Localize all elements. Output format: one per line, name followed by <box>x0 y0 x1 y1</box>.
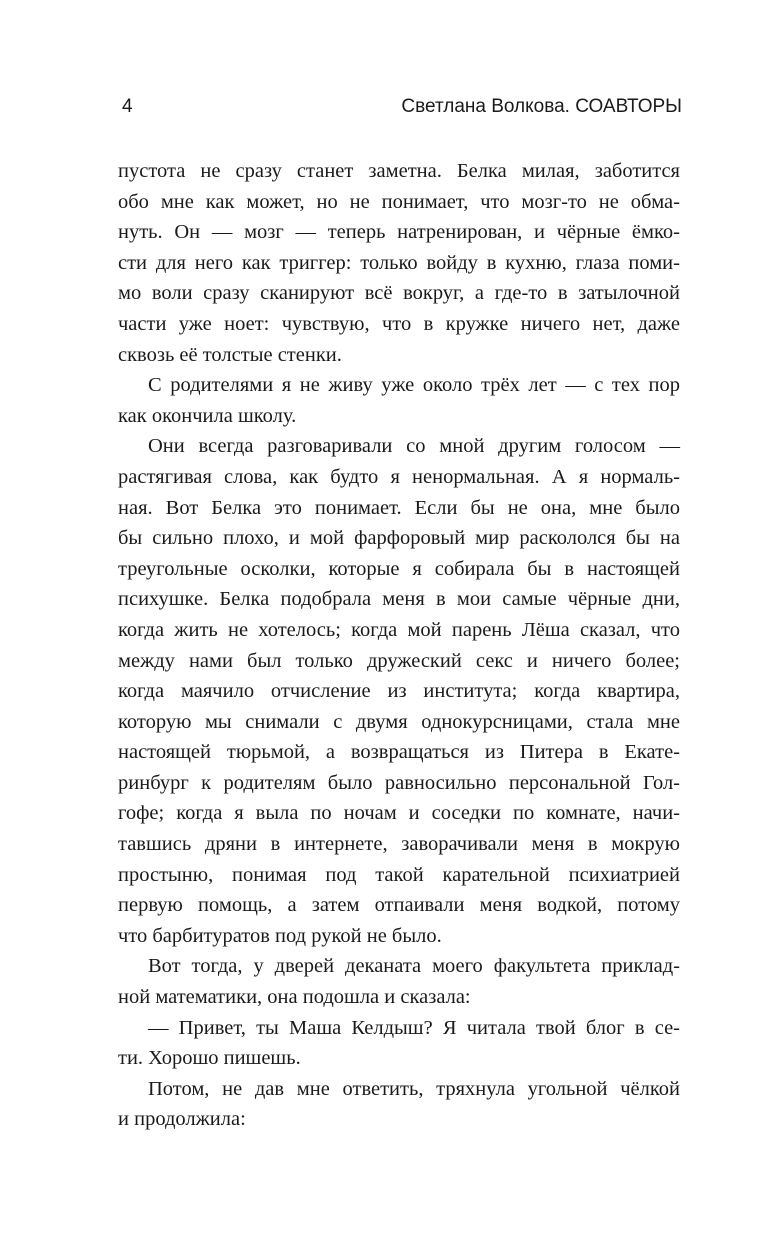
paragraph <box>118 951 680 1012</box>
text-line: гофе; когда я выла по ночам и соседки по комнате, начи- <box>118 802 680 825</box>
text-line: и продолжила: <box>118 1108 246 1131</box>
text-line: Они всегда разговаривали со мной другим голосом — <box>148 435 680 458</box>
text-line: Потом, не дав мне ответить, тряхнула угольной чёлкой <box>148 1077 680 1100</box>
text-line: психушке. Белка подобрала меня в мои самые чёрные дни, <box>118 588 680 611</box>
text-line: когда маячило отчисление из института; когда квартира, <box>118 680 680 703</box>
book-title: Светлана Волкова. СОАВТОРЫ <box>401 96 682 117</box>
paragraph <box>118 1074 680 1135</box>
text-line: ринбург к родителям было равносильно персональной Гол- <box>118 771 680 794</box>
text-line: пустота не сразу станет заметна. Белка милая, заботится <box>118 160 680 182</box>
text-line: настоящей тюрьмой, а возвращаться из Питера в Екате- <box>118 741 680 764</box>
text-line: бы сильно плохо, и мой фарфоровый мир раскололся бы на <box>118 527 680 550</box>
text-line: что барбитуратов под рукой не было. <box>118 924 442 947</box>
text-line: между нами был только дружеский секс и ничего более; <box>118 649 680 672</box>
page-number: 4 <box>122 96 133 117</box>
running-head <box>122 96 682 126</box>
text-line: как окончила школу. <box>118 404 297 427</box>
text-line: обо мне как может, но не понимает, что мозг-то не обма- <box>118 190 680 213</box>
text-line: части уже ноет: чувствую, что в кружке ничего нет, даже <box>118 312 680 335</box>
paragraph <box>118 1013 680 1074</box>
text-line: ти. Хорошо пишешь. <box>118 1047 301 1070</box>
text-line: тавшись дряни в интернете, заворачивали меня в мокрую <box>118 833 680 856</box>
paragraph <box>118 431 680 951</box>
text-line: которую мы снимали с двумя однокурсницами, стала мне <box>118 710 680 733</box>
text-line: сти для него как триггер: только войду в кухню, глаза поми- <box>118 251 680 274</box>
text-line: мо воли сразу сканируют всё вокруг, а где-то в затылочной <box>118 282 680 305</box>
text-line: первую помощь, а затем отпаивали меня водкой, потому <box>118 894 680 917</box>
text-line: треугольные осколки, которые я собирала бы в настоящей <box>118 557 680 580</box>
text-line: когда жить не хотелось; когда мой парень Лёша сказал, что <box>118 618 680 641</box>
text-line: простыню, понимая под такой карательной психиатрией <box>118 863 680 886</box>
text-line: Вот тогда, у дверей деканата моего факультета приклад- <box>148 955 680 978</box>
text-line: растягивая слова, как будто я ненормальная. А я нормаль- <box>118 465 680 488</box>
text-line: сквозь её толстые стенки. <box>118 343 342 366</box>
body-text <box>118 156 680 1135</box>
text-line: ной математики, она подошла и сказала: <box>118 986 471 1009</box>
text-line: — Привет, ты Маша Келдыш? Я читала твой блог в се- <box>148 1016 680 1039</box>
paragraph <box>118 156 680 370</box>
text-line: нуть. Он — мозг — теперь натренирован, и чёрные ёмко- <box>118 221 680 244</box>
paragraph <box>118 370 680 431</box>
text-line: С родителями я не живу уже около трёх лет — с тех пор <box>148 374 680 397</box>
text-line: ная. Вот Белка это понимает. Если бы не она, мне было <box>118 496 680 519</box>
